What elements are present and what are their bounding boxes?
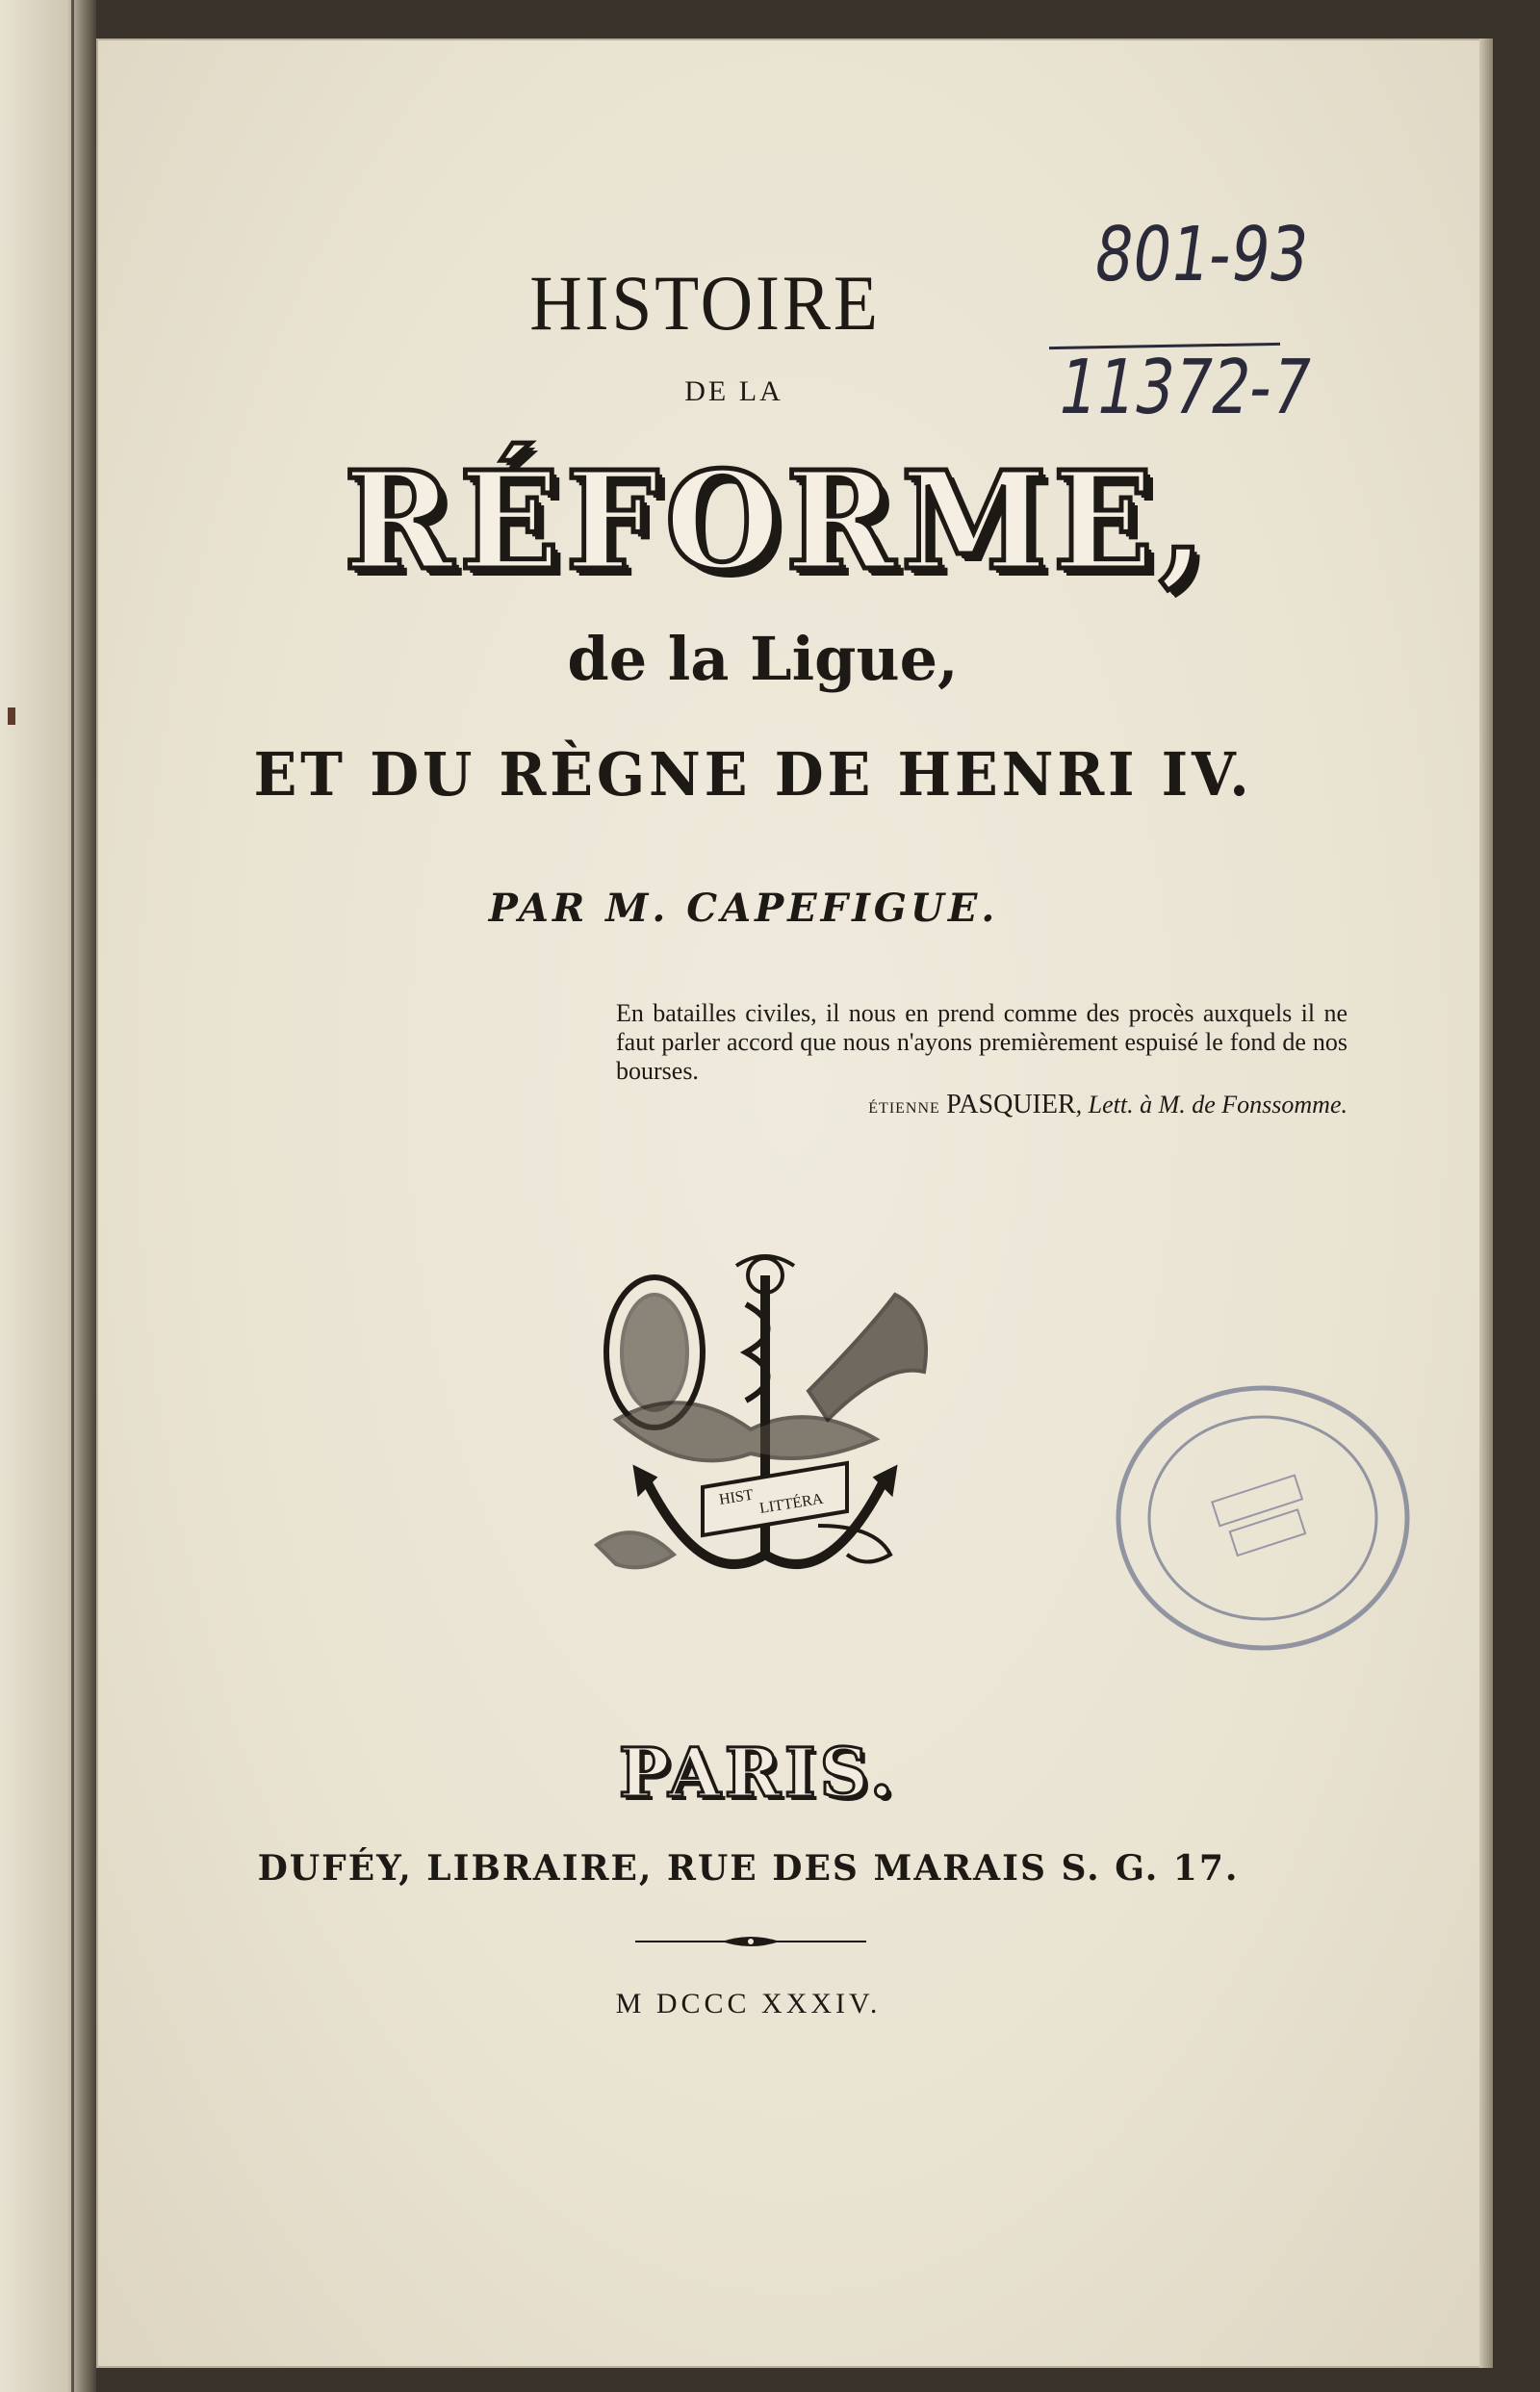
ink-mark (8, 707, 15, 725)
handwritten-shelfmark-1: 801-93 (1089, 212, 1314, 298)
book-binding (0, 0, 96, 2392)
title-histoire: HISTOIRE (529, 259, 881, 347)
page-edge (1479, 39, 1493, 2368)
title-de-la: DE LA (684, 375, 783, 407)
emblem-foliage (597, 1532, 674, 1567)
handwritten-shelfmark-2: 11372-7 (1051, 345, 1319, 431)
imprint-year: M DCCC XXXIV. (615, 1988, 882, 2019)
attribution-name: PASQUIER (946, 1090, 1076, 1119)
ornamental-rule (635, 1932, 866, 1951)
author-line: PAR M. CAPEFIGUE. (488, 886, 999, 931)
library-stamp (1112, 1381, 1415, 1656)
banner-text-2: LITTÉRA (757, 1490, 825, 1517)
binding-edge (71, 0, 74, 2392)
title-page (96, 39, 1487, 2368)
printers-vignette-emblem (558, 1237, 982, 1603)
emblem-horn (808, 1295, 926, 1420)
banner-text-1: HIST (717, 1486, 755, 1508)
caduceus-wings (736, 1256, 794, 1266)
imprint-publisher: DUFÉY, LIBRAIRE, RUE DES MARAIS S. G. 17. (257, 1848, 1240, 1889)
title-reforme: RÉFORME, (344, 443, 1211, 601)
attribution-prefix: ÉTIENNE (868, 1100, 940, 1117)
epigraph-quote: En batailles civiles, il nous en prend comme des procès auxquels il ne faut parler accord que nous n'ayons premièrement espuisé le fond de nos bourses. (616, 999, 1348, 1085)
attribution-source: , Lett. à M. de Fonssomme. (1075, 1091, 1348, 1119)
title-regne-henri-iv: ET DU RÈGNE DE HENRI IV. (253, 739, 1253, 810)
title-de-la-ligue: de la Ligue, (567, 624, 959, 694)
imprint-city: PARIS. (618, 1733, 898, 1813)
epigraph-attribution (616, 1090, 1348, 1120)
